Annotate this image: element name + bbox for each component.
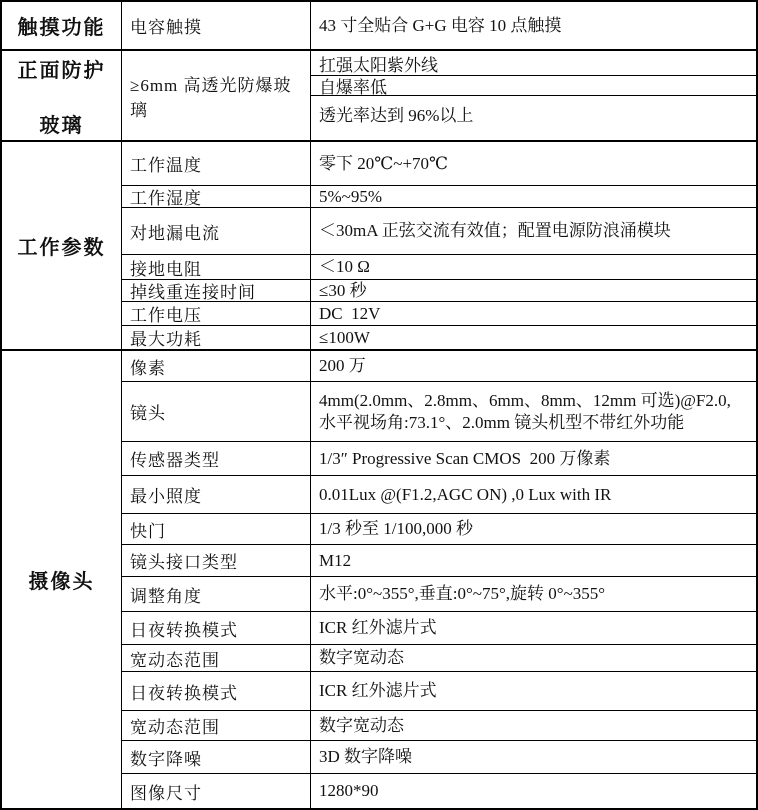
spec-value-cell: 1280*90 bbox=[319, 781, 379, 801]
glass-feature-list bbox=[311, 51, 756, 140]
spec-value-cell: 1/3″ Progressive Scan CMOS 200 万像素 bbox=[319, 448, 611, 468]
spec-value-cell: 零下 20℃~+70℃ bbox=[319, 153, 449, 173]
spec-row bbox=[122, 476, 756, 514]
spec-row bbox=[122, 255, 756, 280]
spec-value-cell: ICR 红外滤片式 bbox=[319, 618, 437, 638]
spec-row bbox=[122, 442, 756, 476]
spec-row bbox=[122, 514, 756, 545]
spec-name-cell: 电容触摸 bbox=[122, 2, 311, 49]
spec-row bbox=[122, 741, 756, 774]
spec-name-cell: 日夜转换模式 bbox=[122, 672, 311, 710]
spec-name-cell: 工作电压 bbox=[122, 302, 311, 325]
spec-row bbox=[122, 51, 756, 140]
spec-row bbox=[122, 302, 756, 326]
spec-row bbox=[122, 774, 756, 808]
spec-row bbox=[122, 351, 756, 382]
spec-value-cell: 200 万 bbox=[319, 356, 366, 376]
spec-name-cell: 传感器类型 bbox=[122, 442, 311, 475]
spec-name-cell: 日夜转换模式 bbox=[122, 612, 311, 644]
spec-row bbox=[122, 2, 756, 49]
section-camera bbox=[2, 351, 756, 808]
spec-name-cell: 数字降噪 bbox=[122, 741, 311, 773]
spec-row bbox=[122, 645, 756, 672]
spec-row bbox=[122, 326, 756, 349]
spec-value-cell: DC 12V bbox=[319, 303, 381, 323]
spec-name-cell: 对地漏电流 bbox=[122, 208, 311, 254]
spec-value-cell: ≤100W bbox=[319, 327, 370, 347]
spec-value-cell: 5%~95% bbox=[319, 186, 383, 206]
spec-row bbox=[122, 142, 756, 186]
spec-row bbox=[122, 208, 756, 255]
spec-value-cell: ＜10 Ω bbox=[319, 257, 370, 277]
spec-name-cell: 快门 bbox=[122, 514, 311, 544]
spec-value-cell: 数字宽动态 bbox=[319, 715, 404, 735]
section-label-line2: 玻璃 bbox=[39, 114, 84, 137]
spec-value-cell: M12 bbox=[319, 550, 352, 570]
spec-row bbox=[122, 186, 756, 208]
spec-row bbox=[122, 382, 756, 442]
glass-feature-item: 自爆率低 bbox=[311, 76, 756, 96]
spec-row bbox=[122, 577, 756, 612]
section-label-touch: 触摸功能 bbox=[2, 2, 122, 49]
glass-feature-item: 扛强太阳紫外线 bbox=[311, 51, 756, 76]
spec-row bbox=[122, 280, 756, 302]
spec-value-cell: 43 寸全贴合 G+G 电容 10 点触摸 bbox=[319, 15, 562, 35]
spec-name-cell: ≥6mm 高透光防爆玻璃 bbox=[122, 51, 311, 140]
spec-row bbox=[122, 711, 756, 741]
glass-feature-item: 透光率达到 96%以上 bbox=[319, 106, 474, 125]
spec-name-cell: 最大功耗 bbox=[122, 326, 311, 349]
spec-name-cell: 掉线重连接时间 bbox=[122, 280, 311, 301]
spec-row bbox=[122, 612, 756, 645]
spec-value-cell: 1/3 秒至 1/100,000 秒 bbox=[319, 519, 473, 539]
spec-name-cell: 镜头 bbox=[122, 382, 311, 441]
spec-value-cell: ＜30mA 正弦交流有效值；配置电源防浪涌模块 bbox=[319, 221, 671, 241]
section-label-front-glass bbox=[2, 51, 122, 140]
spec-name-cell: 宽动态范围 bbox=[122, 711, 311, 740]
spec-name-cell: 最小照度 bbox=[122, 476, 311, 513]
spec-value-cell: ICR 红外滤片式 bbox=[319, 681, 437, 701]
spec-name-cell: 图像尺寸 bbox=[122, 774, 311, 808]
spec-name-cell: 宽动态范围 bbox=[122, 645, 311, 671]
spec-value-cell: 数字宽动态 bbox=[319, 648, 404, 668]
spec-name-cell: 接地电阻 bbox=[122, 255, 311, 279]
spec-value-cell: 4mm(2.0mm、2.8mm、6mm、8mm、12mm 可选)@F2.0, 水平视场角:73.1°、2.0mm 镜头机型不带红外功能 bbox=[319, 391, 736, 432]
section-front-glass bbox=[2, 51, 756, 142]
section-working-params bbox=[2, 142, 756, 351]
spec-value-cell: 3D 数字降噪 bbox=[319, 747, 413, 767]
spec-name-cell: 工作温度 bbox=[122, 142, 311, 185]
spec-name-cell: 像素 bbox=[122, 351, 311, 381]
spec-row bbox=[122, 545, 756, 577]
spec-name-cell: 镜头接口类型 bbox=[122, 545, 311, 576]
spec-row bbox=[122, 672, 756, 711]
section-touch bbox=[2, 2, 756, 51]
spec-value-cell: 水平:0°~355°,垂直:0°~75°,旋转 0°~355° bbox=[319, 584, 606, 604]
spec-name-cell: 调整角度 bbox=[122, 577, 311, 611]
section-label-camera: 摄像头 bbox=[2, 351, 122, 808]
spec-value-cell: ≤30 秒 bbox=[319, 280, 367, 300]
spec-value-cell: 0.01Lux @(F1.2,AGC ON) ,0 Lux with IR bbox=[319, 484, 612, 504]
section-label-working-params: 工作参数 bbox=[2, 142, 122, 349]
spec-name-cell: 工作湿度 bbox=[122, 186, 311, 207]
section-label-line1: 正面防护 bbox=[17, 59, 106, 82]
